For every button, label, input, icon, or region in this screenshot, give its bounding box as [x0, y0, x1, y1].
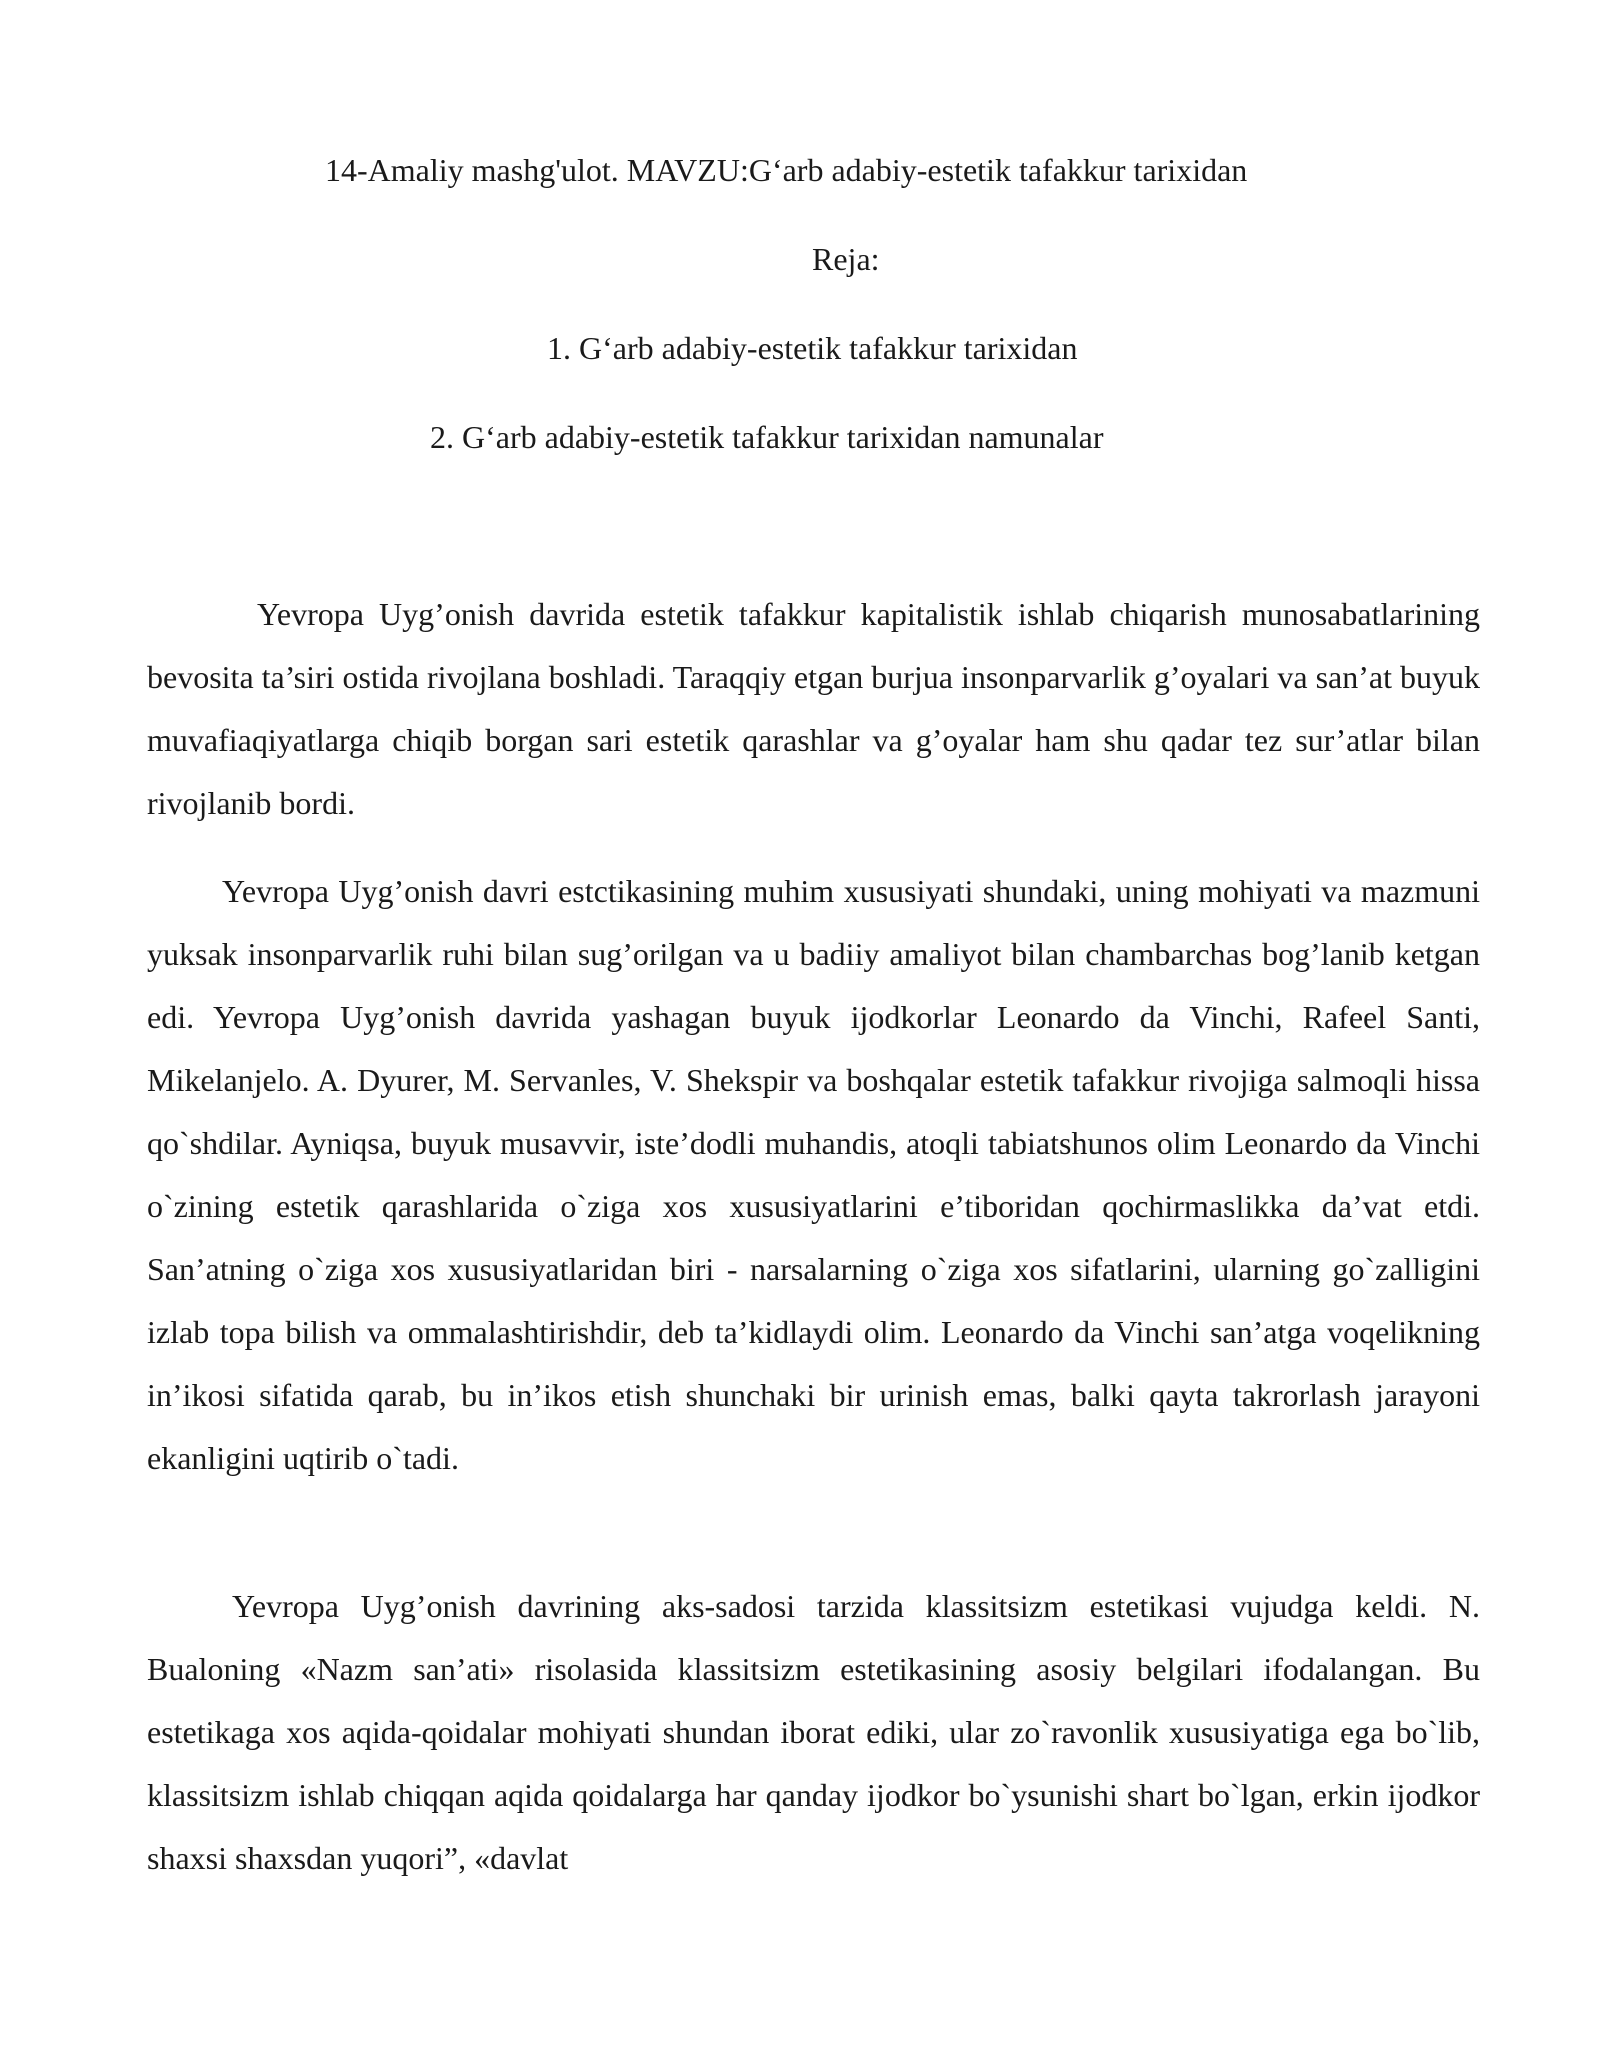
body-paragraph-1: Yevropa Uyg’onish davrida estetik tafakkur kapitalistik ishlab chiqarish munosabatlarining bevosita ta’siri ostida rivojlana boshladi. Taraqqiy etgan burjua insonparvarlik g’oyalari va san’at buyuk muvafiaqiyatlarga chiqib borgan sari estetik qarashlar va g’oyalar ham shu qadar tez sur’atlar bilan rivojlanib bordi.: [147, 596, 1480, 821]
body-paragraph-2: Yevropa Uyg’onish davri estctikasining muhim xususiyati shundaki, uning mohiyati va mazmuni yuksak insonparvarlik ruhi bilan sug’orilgan va u badiiy amaliyot bilan chambarchas bog’lanib ketgan edi. Yevropa Uyg’onish davrida yashagan buyuk ijodkorlar Leonardo da Vinchi, Rafeel Santi, Mikelanjelo. A. Dyurer, M. Servanles, V. Shekspir va boshqalar estetik tafakkur rivojiga salmoqli hissa qo`shdilar. Ayniqsa, buyuk musavvir, iste’dodli muhandis, atoqli tabiatshunos olim Leonardo da Vinchi o`zining estetik qarashlarida o`ziga xos xususiyatlarini e’tiboridan qochirmaslikka da’vat etdi. San’atning o`ziga xos xususiyatlaridan biri - narsalarning o`ziga xos sifatlarini, ularning go`zalligini izlab topa bilish va ommalashtirishdir, deb ta’kidlaydi olim. Leonardo da Vinchi san’atga voqelikning in’ikosi sifatida qarab, bu in’ikos etish shunchaki bir urinish emas, balki qayta takrorlash jarayoni ekanligini uqtirib o`tadi.: [147, 873, 1480, 1476]
plan-label: Reja:: [812, 241, 880, 277]
document-title: 14-Amaliy mashg'ulot. MAVZU:G‘arb adabiy-estetik tafakkur tarixidan: [325, 152, 1248, 188]
body-paragraph-3: Yevropa Uyg’onish davrining aks-sadosi tarzida klassitsizm estetikasi vujudga keldi. N. Bualoning «Nazm san’ati» risolasida klassitsizm estetikasining asosiy belgilari ifodalangan. Bu estetikaga xos aqida-qoidalar mohiyati shundan iborat ediki, ular zo`ravonlik xususiyatiga ega bo`lib, klassitsizm ishlab chiqqan aqida qoidalarga har qanday ijodkor bo`ysunishi shart bo`lgan, erkin ijodkor shaxsi shaxsdan yuqori”, «davlat: [147, 1588, 1480, 1876]
plan-item-1: 1. G‘arb adabiy-estetik tafakkur tarixidan: [547, 330, 1078, 366]
plan-item-2: 2. G‘arb adabiy-estetik tafakkur tarixidan namunalar: [430, 419, 1104, 455]
